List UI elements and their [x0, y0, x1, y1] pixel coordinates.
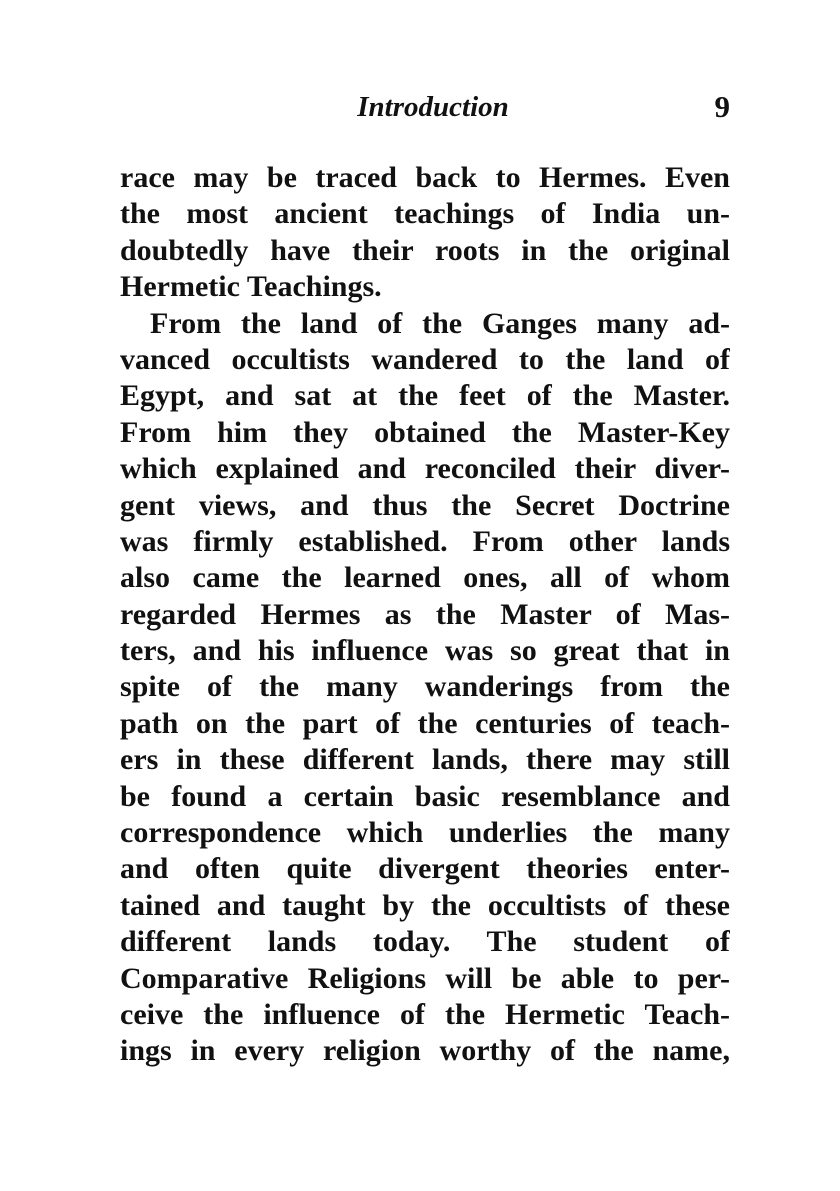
text-line: Egypt, and sat at the feet of the Master.	[120, 379, 730, 413]
page-number: 9	[714, 89, 730, 124]
text-line: tained and taught by the occultists of these	[120, 888, 730, 922]
text-line: correspondence which underlies the many	[120, 816, 730, 850]
text-line: be found a certain basic resemblance and	[120, 779, 730, 813]
text-line: vanced occultists wandered to the land of	[120, 342, 730, 376]
text-line: spite of the many wanderings from the	[120, 670, 730, 704]
text-line: doubtedly have their roots in the original	[120, 233, 730, 267]
text-line: regarded Hermes as the Master of Mas-	[120, 597, 730, 631]
text-line: ters, and his influence was so great that in	[120, 634, 730, 668]
running-title: Introduction	[357, 91, 509, 123]
text-line: was firmly established. From other lands	[120, 524, 730, 558]
text-line: and often quite divergent theories enter-	[120, 852, 730, 886]
text-line: gent views, and thus the Secret Doctrine	[120, 488, 730, 522]
text-line: Hermetic Teachings.	[120, 270, 382, 304]
text-line: path on the part of the centuries of teach-	[120, 706, 730, 740]
text-line: the most ancient teachings of India un-	[120, 197, 730, 231]
text-line: From the land of the Ganges many ad-	[150, 306, 730, 340]
text-line: ers in these different lands, there may still	[120, 743, 730, 777]
running-head	[120, 90, 732, 124]
text-line: also came the learned ones, all of whom	[120, 561, 730, 595]
text-line: ceive the influence of the Hermetic Teach-	[120, 997, 730, 1031]
text-line: race may be traced back to Hermes. Even	[120, 161, 730, 194]
text-line: Comparative Religions will be able to per-	[120, 961, 730, 995]
text-line: ings in every religion worthy of the name,	[120, 1034, 730, 1068]
body-text	[120, 160, 730, 1070]
text-line: which explained and reconciled their diver-	[120, 452, 730, 486]
text-line: different lands today. The student of	[120, 925, 730, 959]
text-line: From him they obtained the Master-Key	[120, 415, 730, 449]
